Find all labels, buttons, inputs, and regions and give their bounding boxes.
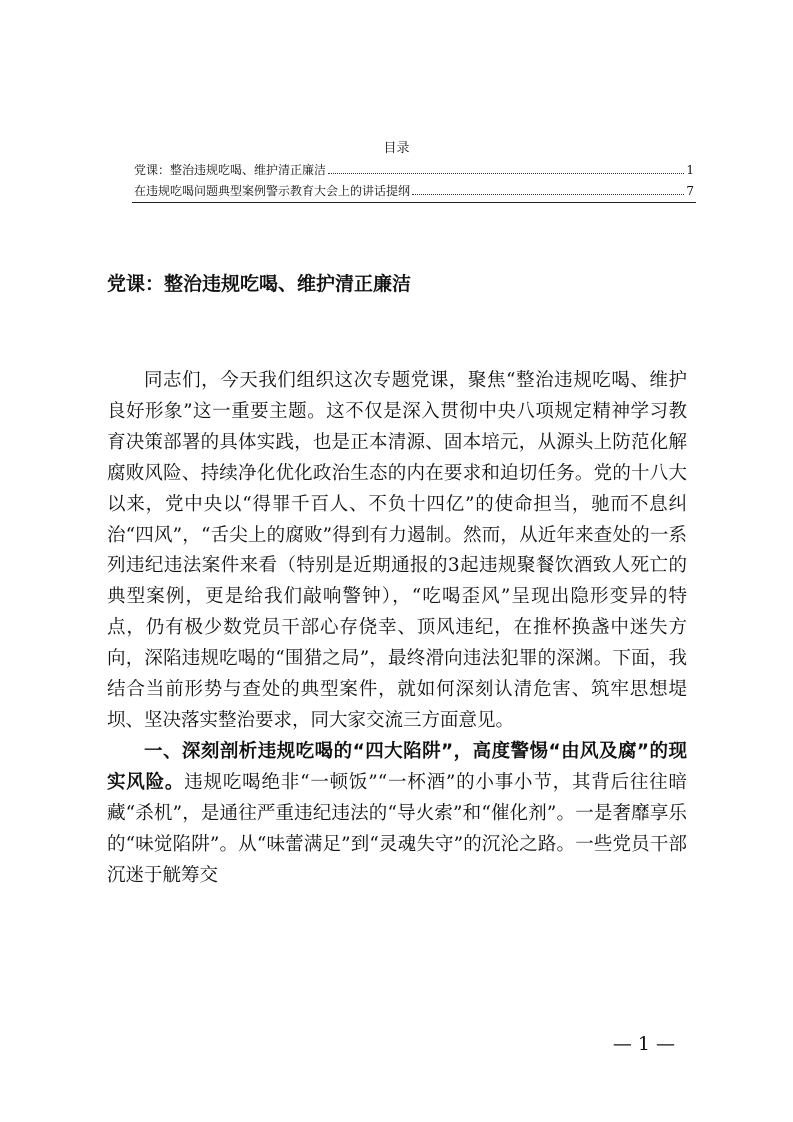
page-number: — 1 — xyxy=(612,1033,675,1055)
article-title: 党课：整治违规吃喝、维护清正廉洁 xyxy=(107,273,412,295)
toc-leader-dots xyxy=(412,194,684,195)
section-1-text: 违规吃喝绝非“一顿饭”“一杯酒”的小事小节，其背后往往暗藏“杀机”，是通往严重违纪违法的“导火索”和“催化剂”。一是奢靡享乐的“味觉陷阱”。从“味蕾满足”到“灵魂失守”的沉沦之路。一些党员干部沉迷于觥筹交 xyxy=(107,771,687,886)
intro-paragraph: 同志们，今天我们组织这次专题党课，聚焦“整治违规吃喝、维护良好形象”这一重要主题。这不仅是深入贯彻中央八项规定精神学习教育决策部署的具体实践，也是正本清源、固本培元，从源头上防范化解腐败风险、持续净化优化政治生态的内在要求和迫切任务。党的十八大以来，党中央以“得罪千百人、不负十四亿”的使命担当，驰而不息纠治“四风”，“舌尖上的腐败”得到有力遏制。然而，从近年来查处的一系列违纪违法案件来看（特别是近期通报的3起违规聚餐饮酒致人死亡的典型案例，更是给我们敲响警钟），“吃喝歪风”呈现出隐形变异的特点，仍有极少数党员干部心存侥幸、顶风违纪，在推杯换盏中迷失方向，深陷违规吃喝的“围猎之局”，最终滑向违法犯罪的深渊。下面，我结合当前形势与查处的典型案件，就如何深刻认清危害、筑牢思想堤坝、坚决落实整治要求，同大家交流三方面意见。 xyxy=(107,370,687,731)
toc-entry-2[interactable] xyxy=(134,183,694,199)
toc-leader-dots xyxy=(328,173,684,174)
toc-divider xyxy=(132,202,696,203)
toc-title: 目录 xyxy=(383,141,410,156)
section-1-heading: 一、深刻剖析违规吃喝的“四大陷阱”，高度警惕“由风及腐”的现实风险。 xyxy=(107,740,687,793)
toc-entry-text: 党课：整治违规吃喝、维护清正廉洁 xyxy=(134,163,327,177)
toc-entry-page: 7 xyxy=(686,184,694,198)
article-body xyxy=(107,366,687,891)
toc-entry-page: 1 xyxy=(686,163,694,177)
toc-entry-text: 在违规吃喝问题典型案例警示教育大会上的讲话提纲 xyxy=(134,184,411,198)
section-1-paragraph xyxy=(107,737,687,892)
toc-entry-1[interactable] xyxy=(134,162,694,178)
